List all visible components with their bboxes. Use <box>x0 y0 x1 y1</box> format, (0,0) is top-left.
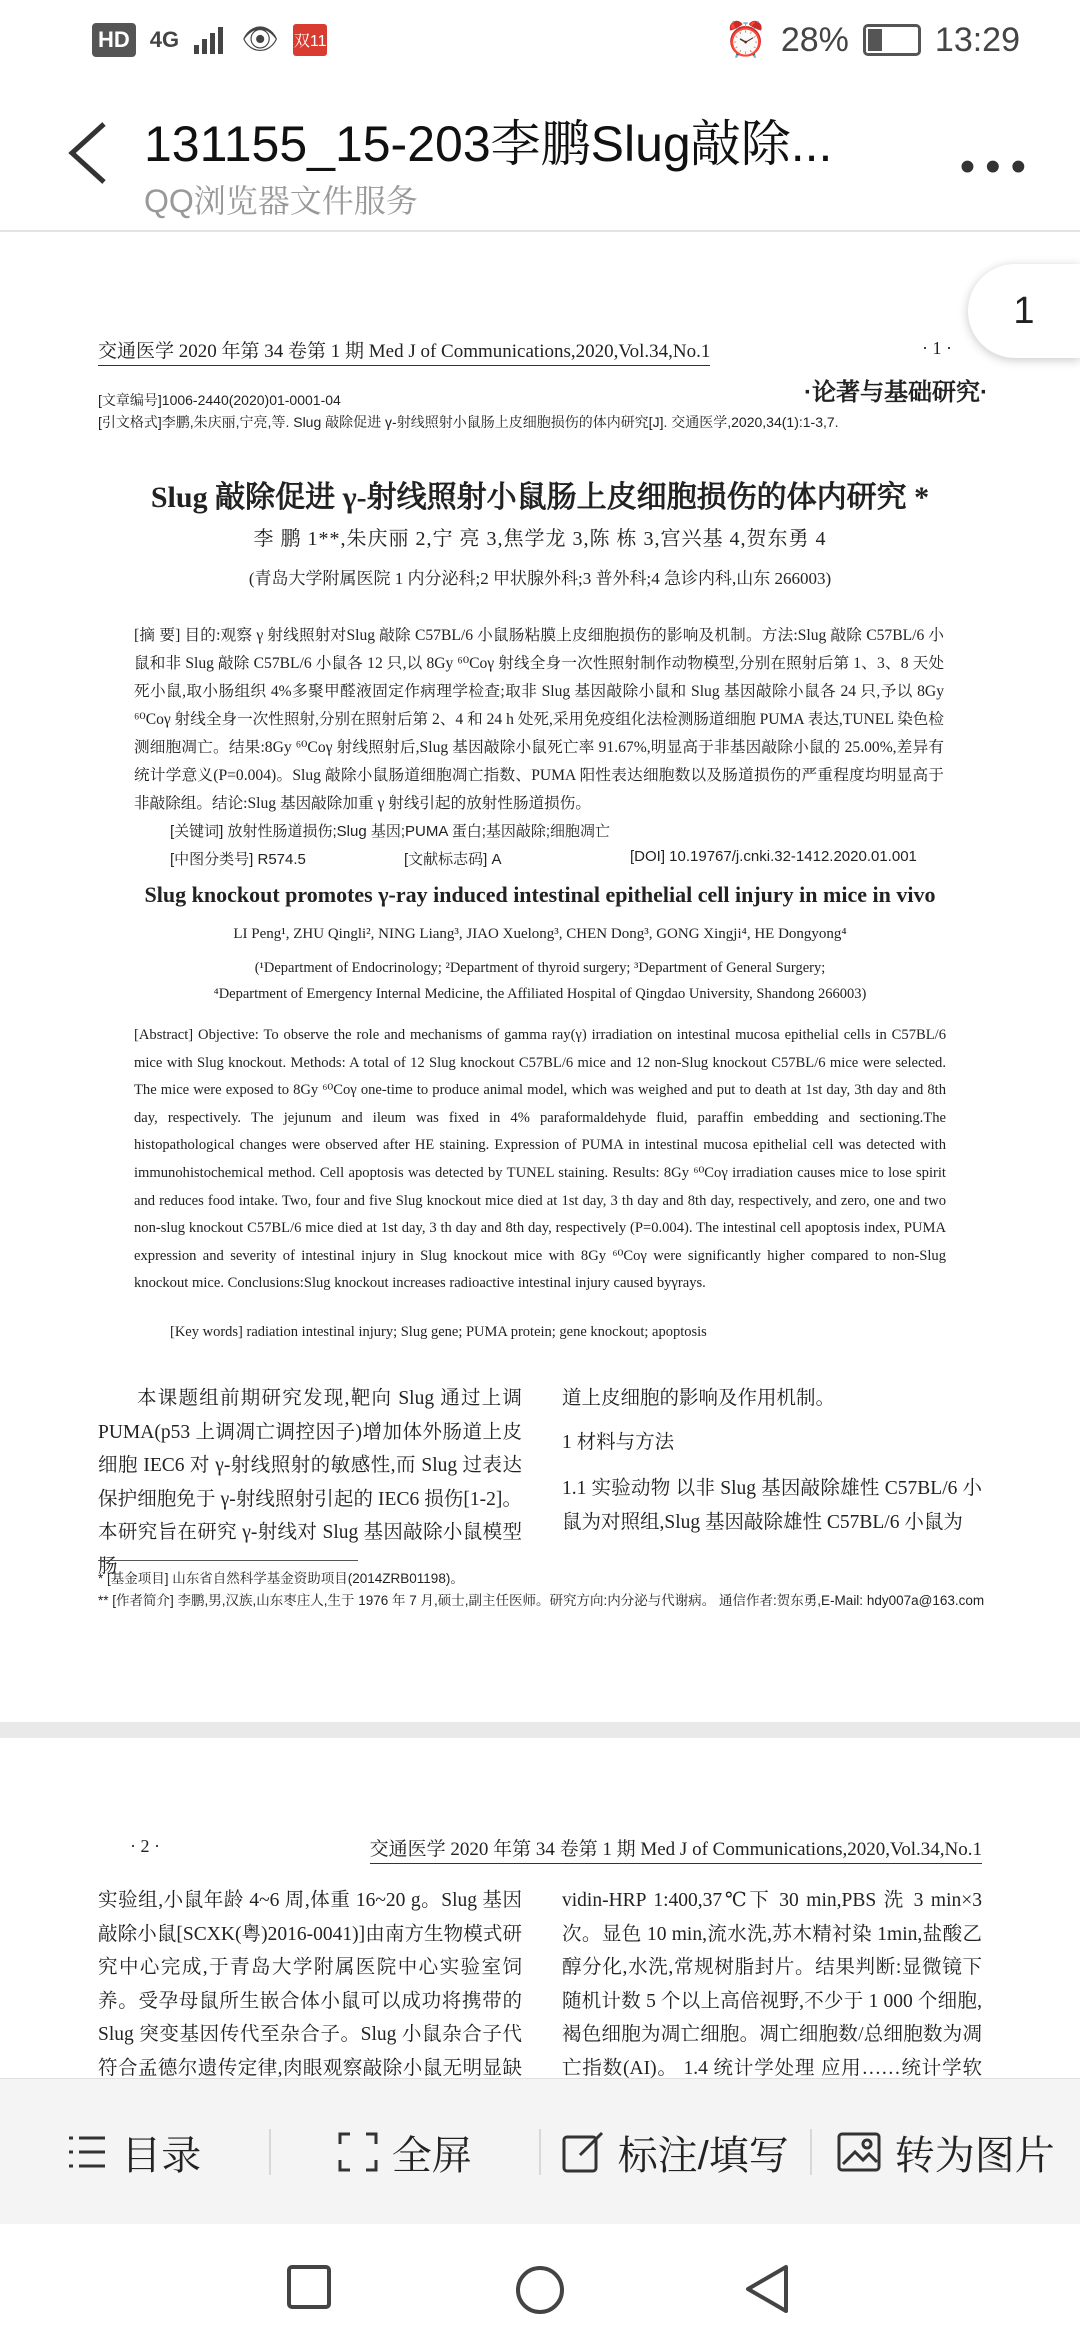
body-column-left: 本课题组前期研究发现,靶向 Slug 通过上调 PUMA(p53 上调凋亡调控因子)增加体外肠道上皮细胞 IEC6 对 γ-射线照射的敏感性,而 Slug 过表达保护细胞免于 γ-射线照射引起的 IEC6 损伤[1-2]。本研究旨在研究 γ-射线对 Slug 基因敲除小鼠模型肠 <box>98 1388 522 1577</box>
document-page-2 <box>0 1738 1080 2078</box>
battery-icon <box>863 24 921 56</box>
to-image-button[interactable] <box>812 2124 1080 2181</box>
document-code: [文献标志码] A <box>404 851 502 868</box>
more-icon[interactable]: ••• <box>959 142 1036 191</box>
hd-icon: HD <box>92 23 136 57</box>
affiliation: (青岛大学附属医院 1 内分泌科;2 甲状腺外科;3 普外科;4 急诊内科,山东 266003) <box>248 569 832 588</box>
title-bar <box>0 84 1080 232</box>
article-number: [文章编号]1006-2440(2020)01-0001-04 <box>98 392 341 408</box>
body-column-right-2: 1.1 实验动物 以非 Slug 基因敲除雄性 C57BL/6 小鼠为对照组,Slug 基因敲除雄性 C57BL/6 小鼠为 <box>562 1478 982 1533</box>
affiliation-en-2: ⁴Department of Emergency Internal Medicine, the Affiliated Hospital of Qingdao University, Shandong 266003) <box>213 986 867 1002</box>
classification-code: [中图分类号] R574.5 <box>170 851 306 868</box>
signal-icon <box>193 25 227 55</box>
keywords-cn: [关键词] 放射性肠道损伤;Slug 基因;PUMA 蛋白;基因敲除;细胞凋亡 <box>170 823 611 840</box>
toc-label: 目录 <box>121 2133 202 2178</box>
clock: 13:29 <box>934 20 1020 59</box>
footnote-divider <box>98 1560 358 1561</box>
home-icon[interactable] <box>514 2264 566 2316</box>
annotate-button[interactable] <box>541 2124 810 2181</box>
page-separator <box>0 1722 1080 1738</box>
journal-header: 交通医学 2020 年第 34 卷第 1 期 Med J of Communications,2020,Vol.34,No.1 <box>98 336 710 366</box>
abstract-en: [Abstract] Objective: To observe the role and mechanisms of gamma ray(γ) irradiation on intestinal mucosa epithelial cells in C57BL/6 mice with Slug knockout. Methods: A total of 12 Slug knockout C57BL/6 mice and 12 non-Slug knockout C57BL/6 mice were selected. The mice were exposed to 8Gy ⁶⁰Coγ one-time to produce animal model, which was weighed and put to death at 1st day, 3th day and 8th day, respectively. The jejunum and ileum was fixed in 4% paraformaldehyde fluid, paraffin embedding and sectioning.The histopathological changes were observed after HE staining. Expression of PUMA in intestinal mucosa epithelial cell was detected with immunohistochemical method. Cell apoptosis was detected by TUNEL staining. Results: 8Gy ⁶⁰Coγ irradiation causes mice to lose spirit and reduces food intake. Two, four and five Slug knockout mice died at 1st day, 3 th day and 8th day, respectively, and zero, one and two non-slug knockout C57BL/6 mice died at 1st day, 3 th day and 8th day, respectively (P=0.004). The intestinal cell apoptosis index, PUMA expression and severity of intestinal injury in Slug knockout mice with 8Gy ⁶⁰Coγ were significantly higher compared to non-Slug knockout mice. Conclusions:Slug knockout increases radioactive intestinal injury caused byγrays. <box>134 1027 946 1292</box>
page-indicator[interactable]: 1 <box>968 264 1080 358</box>
to-image-label: 转为图片 <box>894 2133 1055 2178</box>
page2-column-left: 实验组,小鼠年龄 4~6 周,体重 16~20 g。Slug 基因敲除小鼠[SCXK(粤)2016-0041)]由南方生物模式研究中心完成,于青岛大学附属医院中心实验室饲养。受孕母鼠所生嵌合体小鼠可以成功将携带的 Slug 突变基因传代至杂合子。Slug 小鼠杂合子代符合孟德尔遗传定律,肉眼观察敲除小鼠无明显缺 <box>98 1890 522 2078</box>
toc-button[interactable] <box>0 2124 269 2181</box>
section-heading: 1 材料与方法 <box>562 1432 675 1453</box>
fullscreen-button[interactable] <box>271 2124 540 2181</box>
page-number: · 1 · <box>922 338 952 358</box>
eye-comfort-icon: 👁 <box>241 23 280 56</box>
page-number-2: · 2 · <box>130 1836 160 1856</box>
back-icon[interactable] <box>64 120 110 186</box>
authors-en: LI Peng¹, ZHU Qingli², NING Liang³, JIAO Xuelong³, CHEN Dong³, GONG Xingji⁴, HE Dongyong⁴ <box>233 926 847 942</box>
promo-badge: 双11 <box>293 24 327 56</box>
status-bar <box>0 0 1080 84</box>
document-source: QQ浏览器文件服务 <box>144 183 418 219</box>
journal-header-2: 交通医学 2020 年第 34 卷第 1 期 Med J of Communications,2020,Vol.34,No.1 <box>370 1834 982 1864</box>
list-icon <box>67 2134 107 2170</box>
section-label: ·论著与基础研究· <box>804 379 988 406</box>
footnote-author: ** [作者简介] 李鹏,男,汉族,山东枣庄人,生于 1976 年 7 月,硕士,副主任医师。研究方向:内分泌与代谢病。 通信作者:贺东勇,E-Mail: hdy007a@163.com <box>98 1593 985 1608</box>
recent-apps-icon[interactable] <box>286 2264 332 2310</box>
back-nav-icon[interactable] <box>744 2264 790 2314</box>
alarm-icon: ⏰ <box>724 21 767 59</box>
page2-column-right: vidin-HRP 1:400,37℃下 30 min,PBS 洗 3 min×3 次。显色 10 min,流水洗,苏木精衬染 1min,盐酸乙醇分化,水洗,常规树脂封片。结果判断:显微镜下随机计数 5 个以上高倍视野,不少于 1 000 个细胞,褐色细胞为凋亡细胞。凋亡细胞数/总细胞数为凋亡指数(AI)。 1.4 统计学处理 应用……统计学软 <box>562 1890 982 2078</box>
citation-format: [引文格式]李鹏,朱庆丽,宁亮,等. Slug 敲除促进 γ-射线照射小鼠肠上皮细胞损伤的体内研究[J]. 交通医学,2020,34(1):1-3,7. <box>98 414 839 430</box>
bottom-toolbar <box>0 2078 1080 2225</box>
document-title: 131155_15-203李鹏Slug敲除... <box>144 116 833 172</box>
fullscreen-icon <box>338 2132 378 2172</box>
abstract-cn: [摘 要] 目的:观察 γ 射线照射对Slug 敲除 C57BL/6 小鼠肠粘膜上皮细胞损伤的影响及机制。方法:Slug 敲除 C57BL/6 小鼠和非 Slug 敲除 C57BL/6 小鼠各 12 只,以 8Gy ⁶⁰Coγ 射线全身一次性照射制作动物模型,分别在照射后第 1、3、8 天处死小鼠,取小肠组织 4%多聚甲醛液固定作病理学检查;取非 Slug 基因敲除小鼠和 Slug 基因敲除小鼠各 24 只,予以 8Gy ⁶⁰Coγ 射线全身一次性照射,分别在照射后第 2、4 和 24 h 处死,采用免疫组化法检测肠道细胞 PUMA 表达,TUNEL 染色检测细胞凋亡。结果:8Gy ⁶⁰Coγ 射线照射后,Slug 基因敲除小鼠死亡率 91.67%,明显高于非基因敲除小鼠的 25.00%,差异有统计学意义(P=0.004)。Slug 敲除小鼠肠道细胞凋亡指数、PUMA 阳性表达细胞数以及肠道损伤的严重程度均明显高于非敲除组。结论:Slug 基因敲除加重 γ 射线引起的放射性肠道损伤。 <box>134 627 944 812</box>
image-icon <box>837 2132 881 2172</box>
document-page-1 <box>0 232 1080 1722</box>
body-column-right-1: 道上皮细胞的影响及作用机制。 <box>562 1388 836 1409</box>
annotate-label: 标注/填写 <box>617 2133 789 2178</box>
article-title: Slug 敲除促进 γ-射线照射小鼠肠上皮细胞损伤的体内研究 * <box>150 481 930 514</box>
fullscreen-label: 全屏 <box>391 2133 472 2178</box>
authors: 李 鹏 1**,朱庆丽 2,宁 亮 3,焦学龙 3,陈 栋 3,宫兴基 4,贺东勇 4 <box>253 528 827 550</box>
footnote-funding: * [基金项目] 山东省自然科学基金资助项目(2014ZRB01198)。 <box>98 1571 464 1586</box>
doi: [DOI] 10.19767/j.cnki.32-1412.2020.01.001 <box>630 848 917 865</box>
affiliation-en-1: (¹Department of Endocrinology; ²Department of thyroid surgery; ³Department of General Surgery; <box>254 960 826 976</box>
system-navigation-bar <box>0 2224 1080 2340</box>
title-en: Slug knockout promotes γ-ray induced intestinal epithelial cell injury in mice in vivo <box>144 882 936 907</box>
keywords-en: [Key words] radiation intestinal injury; Slug gene; PUMA protein; gene knockout; apoptosis <box>170 1324 707 1340</box>
network-label: 4G <box>149 26 180 52</box>
edit-icon <box>562 2131 604 2173</box>
battery-percent: 28% <box>780 20 849 59</box>
